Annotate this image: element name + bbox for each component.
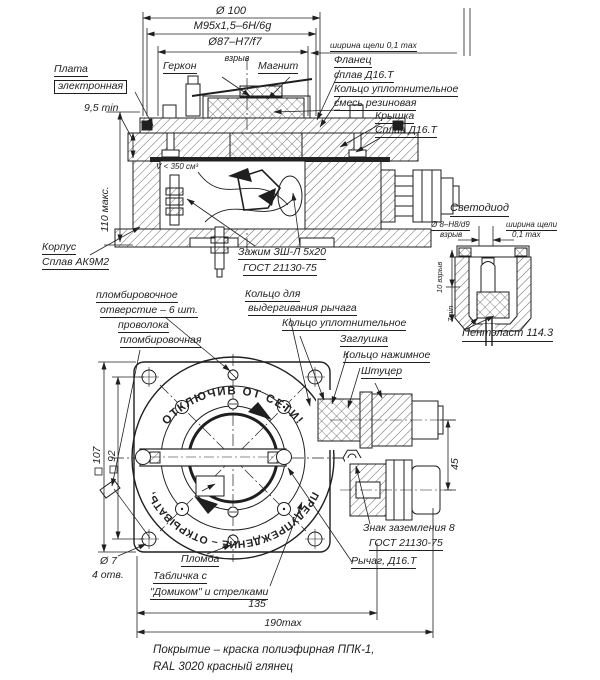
dim-sq107: 107: [91, 446, 103, 464]
dim-dia87-note: взрыв: [224, 53, 250, 63]
label-pull-ring-1: Кольцо для: [245, 289, 300, 302]
note-coating: Покрытие – краска полиэфирная ППК-1,: [153, 644, 375, 656]
label-press-ring: Кольцо нажимное: [343, 350, 430, 363]
dim-dia87: Ø87–H7/f7: [208, 36, 262, 48]
dim-led-dia: Ø 8–H8/d9: [431, 221, 470, 231]
label-led-material: Пентэласт 114.3: [462, 328, 553, 342]
label-flange-material: сплав Д16.Т: [334, 70, 394, 83]
label-ground-2: ГОСТ 21130-75: [369, 538, 443, 551]
label-reed-switch: Геркон: [163, 61, 197, 74]
cable-gland-upper: [316, 390, 455, 450]
label-body-material: Сплав АК9М2: [42, 257, 109, 270]
dim-led-dia-note: взрыв: [440, 230, 463, 239]
label-board-2: электронная: [54, 80, 127, 94]
label-seal-wire-2: пломбировочная: [120, 335, 201, 348]
flange-plate: [140, 118, 405, 133]
label-seal: Пломба: [181, 554, 219, 567]
label-lever: Рычаг, Д16.Т: [351, 556, 416, 569]
dim-slot-width: ширина щели 0,1 max: [330, 40, 417, 50]
label-union: Штуцер: [361, 366, 402, 379]
label-flange: Фланец: [334, 55, 372, 68]
dim-led-slot-2: 0,1 max: [512, 230, 541, 239]
dim-gap-95min: 9,5 min: [84, 102, 119, 114]
dim-led-slot-1: ширина щели: [506, 221, 557, 231]
label-oring: Кольцо уплотнительное: [334, 84, 458, 97]
label-plan-oring: Кольцо уплотнительное: [282, 318, 406, 331]
label-board-1: Плата: [54, 64, 88, 77]
dim-w135: 135: [248, 598, 266, 610]
label-seal-wire-1: проволока: [118, 320, 169, 333]
cable-connector: [381, 170, 459, 222]
dim-volume: V < 350 см³: [156, 162, 199, 171]
label-clamp-2: ГОСТ 21130-75: [243, 263, 317, 276]
label-body: Корпус: [42, 242, 76, 255]
dim-thread-m95: M95x1,5–6H/6g: [193, 20, 272, 32]
dim-height-110: 110 макс.: [99, 186, 111, 232]
warning-text-top: ОТКЛЮЧИВ ОТ СЕТИ!: [160, 385, 306, 428]
label-led-title: Светодиод: [450, 203, 509, 217]
label-pull-ring-2: выдергивания рычага: [248, 303, 357, 316]
label-rubber-mix: смесь резиновая: [334, 98, 416, 111]
label-seal-hole-1: пломбировочное: [96, 290, 178, 303]
oring-seal-left: [142, 121, 152, 130]
label-cover: Крышка: [375, 111, 414, 124]
warning-text-bottom: ПРЕДУПРЕЖДЕНИЕ – ОТКРЫВАТЬ,: [145, 489, 321, 551]
dim-holes-qty: 4 отв.: [92, 569, 124, 581]
label-seal-hole-2: отверстие – 6 шт.: [100, 305, 198, 318]
dim-led-depth: 10 взрыв: [435, 261, 444, 293]
dim-holes-dia: Ø 7: [100, 555, 117, 567]
lever-handle: [136, 449, 292, 496]
dim-led-depth2: 7min: [446, 305, 455, 322]
seal-wire: [100, 480, 150, 538]
label-plate-1: Табличка с: [153, 571, 207, 584]
label-plug: Заглушка: [340, 334, 388, 347]
label-magnet: Магнит: [258, 61, 298, 74]
dim-sq92: 92: [106, 450, 118, 462]
dim-h45: 45: [449, 458, 461, 470]
label-ground-1: Знак заземления 8: [363, 522, 455, 534]
dim-w190: 190max: [264, 617, 302, 629]
dim-dia100: Ø 100: [216, 5, 246, 17]
label-clamp-1: Зажим ЗШ-Л 5х20: [238, 247, 326, 260]
note-ral: RAL 3020 красный глянец: [153, 661, 293, 673]
label-cover-material: Сплав Д16.Т: [375, 125, 437, 138]
label-plate-2: "Домиком" и стрелками: [150, 587, 268, 600]
